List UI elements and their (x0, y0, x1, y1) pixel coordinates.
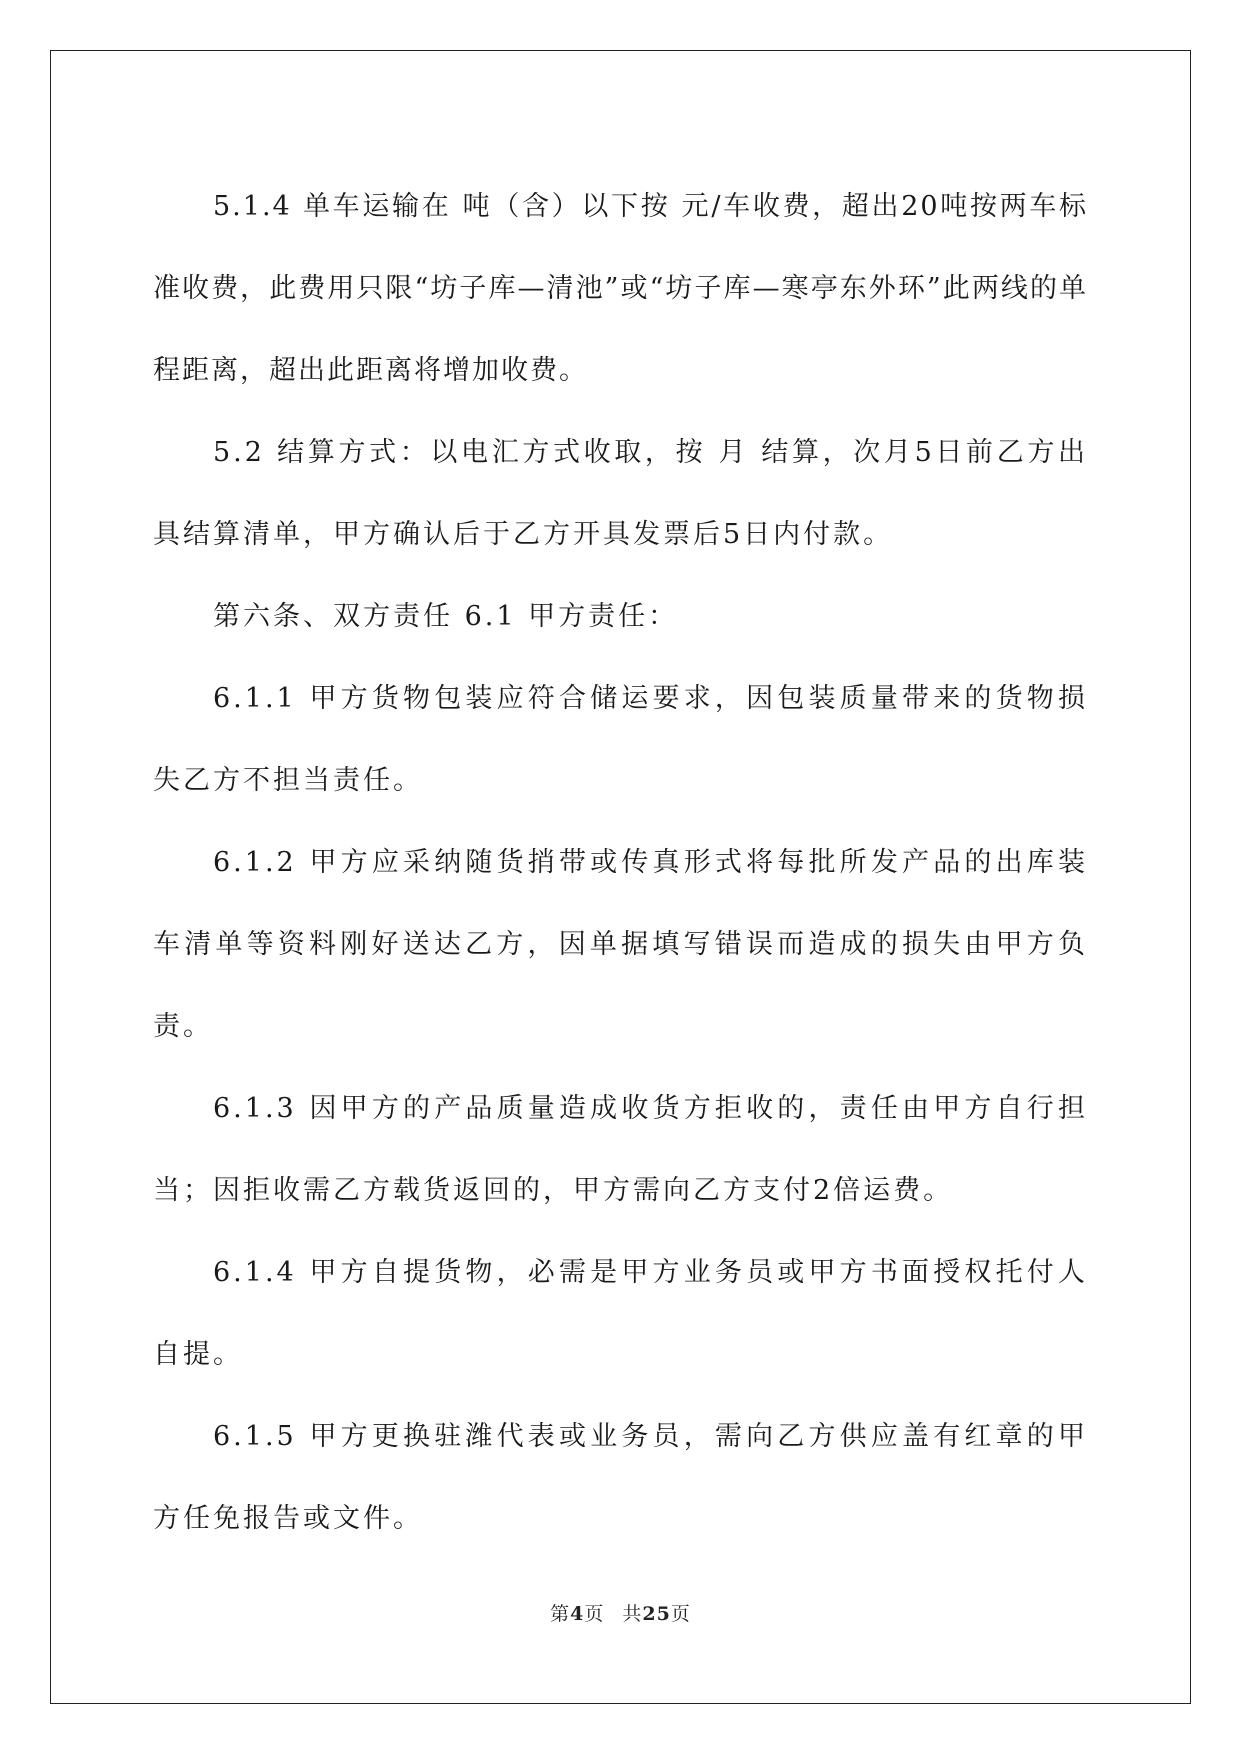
paragraph-6-1-3: 6.1.3 因甲方的产品质量造成收货方拒收的，责任由甲方自行担当；因拒收需乙方载货返回的，甲方需向乙方支付2倍运费。 (153, 1093, 1088, 1206)
paragraph-6-1-1: 6.1.1 甲方货物包装应符合储运要求，因包装质量带来的货物损失乙方不担当责任。 (153, 683, 1088, 796)
footer-page-word: 页 (584, 1603, 605, 1625)
page-footer (0, 1599, 1241, 1626)
paragraph-5-1-4: 5.1.4 单车运输在 吨（含）以下按 元/车收费，超出20吨按两车标准收费，此费用只限“坊子库—清池”或“坊子库—寒亭东外环”此两线的单程距离，超出此距离将增加收费。 (153, 191, 1088, 386)
current-page-number: 4 (570, 1603, 585, 1625)
footer-total-suffix: 页 (670, 1603, 691, 1625)
paragraph-article-6: 第六条、双方责任 6.1 甲方责任： (213, 601, 679, 632)
footer-total-prefix: 共 (622, 1603, 643, 1625)
paragraph-6-1-2: 6.1.2 甲方应采纳随货捎带或传真形式将每批所发产品的出库装车清单等资料刚好送达乙方，因单据填写错误而造成的损失由甲方负责。 (153, 847, 1088, 1042)
paragraph-6-1-5: 6.1.5 甲方更换驻潍代表或业务员，需向乙方供应盖有红章的甲方任免报告或文件。 (153, 1421, 1088, 1534)
document-body (153, 166, 1088, 1560)
paragraph-6-1-4: 6.1.4 甲方自提货物，必需是甲方业务员或甲方书面授权托付人自提。 (153, 1257, 1088, 1370)
footer-prefix: 第 (550, 1603, 571, 1625)
paragraph-5-2: 5.2 结算方式：以电汇方式收取，按 月 结算，次月5日前乙方出具结算清单，甲方确认后于乙方开具发票后5日内付款。 (153, 437, 1088, 550)
total-page-count: 25 (642, 1603, 671, 1625)
